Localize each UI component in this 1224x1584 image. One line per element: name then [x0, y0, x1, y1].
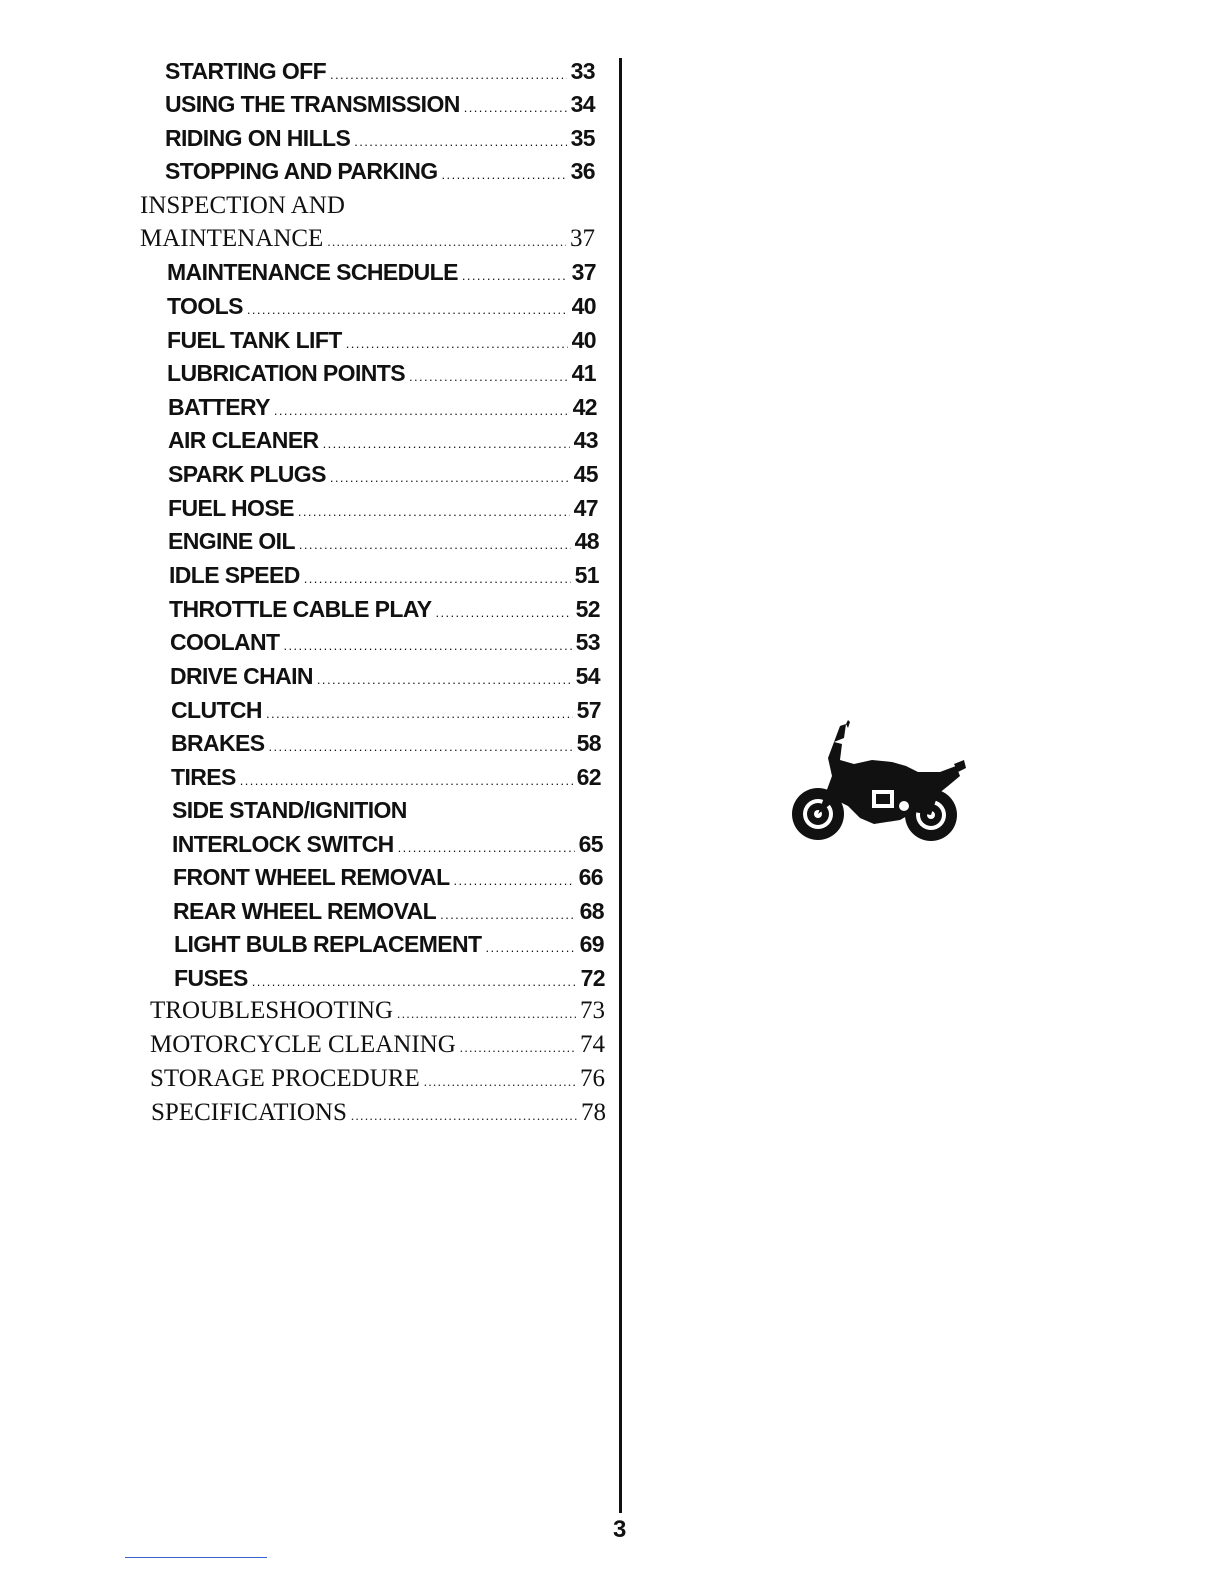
toc-entry-page: 58	[576, 730, 601, 756]
toc-heading-inspection-and: INSPECTION AND	[140, 192, 345, 219]
toc-entry-page: 33	[570, 58, 595, 84]
toc-entry-throttle-cable-play[interactable]	[169, 596, 600, 623]
toc-entry-label: TIRES	[171, 764, 236, 790]
toc-entry-page: 37	[571, 259, 596, 285]
dot-leader	[299, 537, 571, 552]
dot-leader	[252, 974, 577, 989]
toc-entry-label: RIDING ON HILLS	[165, 125, 351, 151]
dot-leader	[274, 403, 569, 418]
toc-entry-label: CLUTCH	[171, 697, 262, 723]
dot-leader	[486, 940, 576, 955]
toc-entry-fuel-tank-lift[interactable]	[167, 327, 596, 354]
toc-entry-side-stand-ignition[interactable]	[172, 797, 407, 824]
dot-leader	[247, 302, 568, 317]
toc-entry-page: 51	[574, 562, 599, 588]
dot-leader	[454, 873, 575, 888]
toc-entry-page: 57	[576, 697, 601, 723]
toc-entry-page: 69	[579, 931, 604, 957]
toc-entry-maintenance-schedule[interactable]	[167, 259, 596, 286]
toc-entry-fuses[interactable]	[174, 965, 605, 992]
toc-entry-page: 41	[571, 360, 596, 386]
dot-leader	[240, 773, 573, 788]
toc-entry-label: INTERLOCK SWITCH	[172, 831, 394, 857]
toc-entry-starting-off[interactable]	[165, 58, 595, 85]
dot-leader	[442, 167, 567, 182]
page-number: 3	[613, 1516, 627, 1543]
toc-entry-label: DRIVE CHAIN	[170, 663, 313, 689]
dot-leader	[317, 672, 572, 687]
toc-entry-front-wheel-removal[interactable]	[173, 864, 603, 891]
toc-entry-label: COOLANT	[170, 629, 280, 655]
toc-entry-page: 47	[573, 495, 598, 521]
dot-leader	[269, 739, 573, 754]
toc-entry-battery[interactable]	[168, 394, 597, 421]
toc-entry-maintenance[interactable]	[140, 225, 595, 253]
toc-entry-page: 62	[576, 764, 601, 790]
toc-entry-label: SPARK PLUGS	[168, 461, 326, 487]
dot-leader	[440, 907, 576, 922]
dot-leader	[346, 336, 568, 351]
dot-leader	[304, 571, 571, 586]
toc-entry-lubrication-points[interactable]	[167, 360, 596, 387]
dot-leader	[351, 1108, 577, 1124]
toc-entry-label: ENGINE OIL	[168, 528, 295, 554]
toc-entry-engine-oil[interactable]	[168, 528, 599, 555]
toc-entry-label: LIGHT BULB REPLACEMENT	[174, 931, 482, 957]
toc-entry-page: 36	[570, 158, 595, 184]
toc-entry-brakes[interactable]	[171, 730, 601, 757]
toc-entry-riding-on-hills[interactable]	[165, 125, 595, 152]
toc-entry-label: FUSES	[174, 965, 248, 991]
toc-entry-label: BRAKES	[171, 730, 265, 756]
dot-leader	[266, 706, 573, 721]
dot-leader	[298, 504, 570, 519]
toc-entry-page: 43	[573, 427, 598, 453]
toc-entry-rear-wheel-removal[interactable]	[173, 898, 604, 925]
toc-entry-fuel-hose[interactable]	[168, 495, 598, 522]
toc-entry-label: MOTORCYCLE CLEANING	[150, 1031, 456, 1058]
toc-entry-label: FUEL HOSE	[168, 495, 294, 521]
toc-entry-page: 65	[578, 831, 603, 857]
toc-entry-label: MAINTENANCE SCHEDULE	[167, 259, 458, 285]
toc-entry-page: 37	[570, 225, 595, 252]
toc-entry-idle-speed[interactable]	[169, 562, 599, 589]
toc-entry-page: 45	[573, 461, 598, 487]
toc-entry-label: REAR WHEEL REMOVAL	[173, 898, 437, 924]
dot-leader	[462, 268, 568, 283]
dot-leader	[409, 369, 568, 384]
toc-entry-page: 72	[580, 965, 605, 991]
dot-leader	[464, 100, 567, 115]
toc-entry-label: USING THE TRANSMISSION	[165, 91, 460, 117]
toc-entry-stopping-and-parking[interactable]	[165, 158, 595, 185]
toc-entry-label: IDLE SPEED	[169, 562, 300, 588]
toc-entry-specifications[interactable]	[151, 1099, 606, 1127]
toc-entry-label: SIDE STAND/IGNITION	[172, 797, 407, 823]
toc-entry-page: 48	[574, 528, 599, 554]
toc-entry-label: THROTTLE CABLE PLAY	[169, 596, 432, 622]
dot-leader	[397, 1006, 576, 1022]
dot-leader	[323, 436, 570, 451]
toc-entry-page: 40	[571, 327, 596, 353]
toc-entry-tools[interactable]	[167, 293, 596, 320]
toc-entry-page: 53	[575, 629, 600, 655]
motorcycle-icon	[788, 720, 968, 844]
toc-entry-page: 54	[575, 663, 600, 689]
toc-entry-label: TOOLS	[167, 293, 243, 319]
dot-leader	[424, 1074, 576, 1090]
toc-entry-motorcycle-cleaning[interactable]	[150, 1031, 605, 1059]
toc-entry-label: MAINTENANCE	[140, 225, 324, 252]
toc-entry-drive-chain[interactable]	[170, 663, 600, 690]
toc-entry-using-the-transmission[interactable]	[165, 91, 595, 118]
toc-entry-coolant[interactable]	[170, 629, 600, 656]
dot-leader	[354, 134, 566, 149]
toc-entry-page: 68	[579, 898, 604, 924]
dot-leader	[330, 67, 567, 82]
toc-entry-page: 35	[570, 125, 595, 151]
toc-entry-interlock-switch[interactable]	[172, 831, 603, 858]
toc-entry-label: STOPPING AND PARKING	[165, 158, 438, 184]
toc-entry-storage-procedure[interactable]	[150, 1065, 605, 1093]
toc-entry-label: STORAGE PROCEDURE	[150, 1065, 420, 1092]
toc-entry-label: BATTERY	[168, 394, 270, 420]
dot-leader	[284, 638, 572, 653]
dot-leader	[398, 840, 575, 855]
toc-entry-page: 40	[571, 293, 596, 319]
dot-leader	[330, 470, 570, 485]
bottom-underline	[125, 1557, 267, 1558]
table-of-contents	[0, 0, 640, 1200]
toc-entry-page: 66	[578, 864, 603, 890]
toc-entry-troubleshooting[interactable]	[150, 997, 605, 1025]
toc-entry-page: 73	[580, 997, 605, 1024]
toc-entry-tires[interactable]	[171, 764, 601, 791]
toc-entry-label: LUBRICATION POINTS	[167, 360, 405, 386]
toc-entry-page: 78	[581, 1099, 606, 1126]
toc-entry-page: 42	[572, 394, 597, 420]
toc-entry-label: FUEL TANK LIFT	[167, 327, 342, 353]
dot-leader	[327, 234, 566, 250]
vertical-divider-rule	[619, 58, 622, 1513]
toc-entry-light-bulb-replacement[interactable]	[174, 931, 604, 958]
dot-leader	[435, 605, 571, 620]
toc-entry-label: FRONT WHEEL REMOVAL	[173, 864, 450, 890]
toc-entry-air-cleaner[interactable]	[168, 427, 598, 454]
toc-entry-clutch[interactable]	[171, 697, 601, 724]
toc-entry-page: 34	[570, 91, 595, 117]
toc-entry-label: STARTING OFF	[165, 58, 327, 84]
toc-entry-label: SPECIFICATIONS	[151, 1099, 347, 1126]
toc-entry-page: 74	[580, 1031, 605, 1058]
dot-leader	[460, 1040, 576, 1056]
toc-entry-label: TROUBLESHOOTING	[150, 997, 394, 1024]
toc-entry-label: AIR CLEANER	[168, 427, 319, 453]
toc-entry-page: 52	[575, 596, 600, 622]
toc-entry-page: 76	[580, 1065, 605, 1092]
toc-entry-spark-plugs[interactable]	[168, 461, 598, 488]
